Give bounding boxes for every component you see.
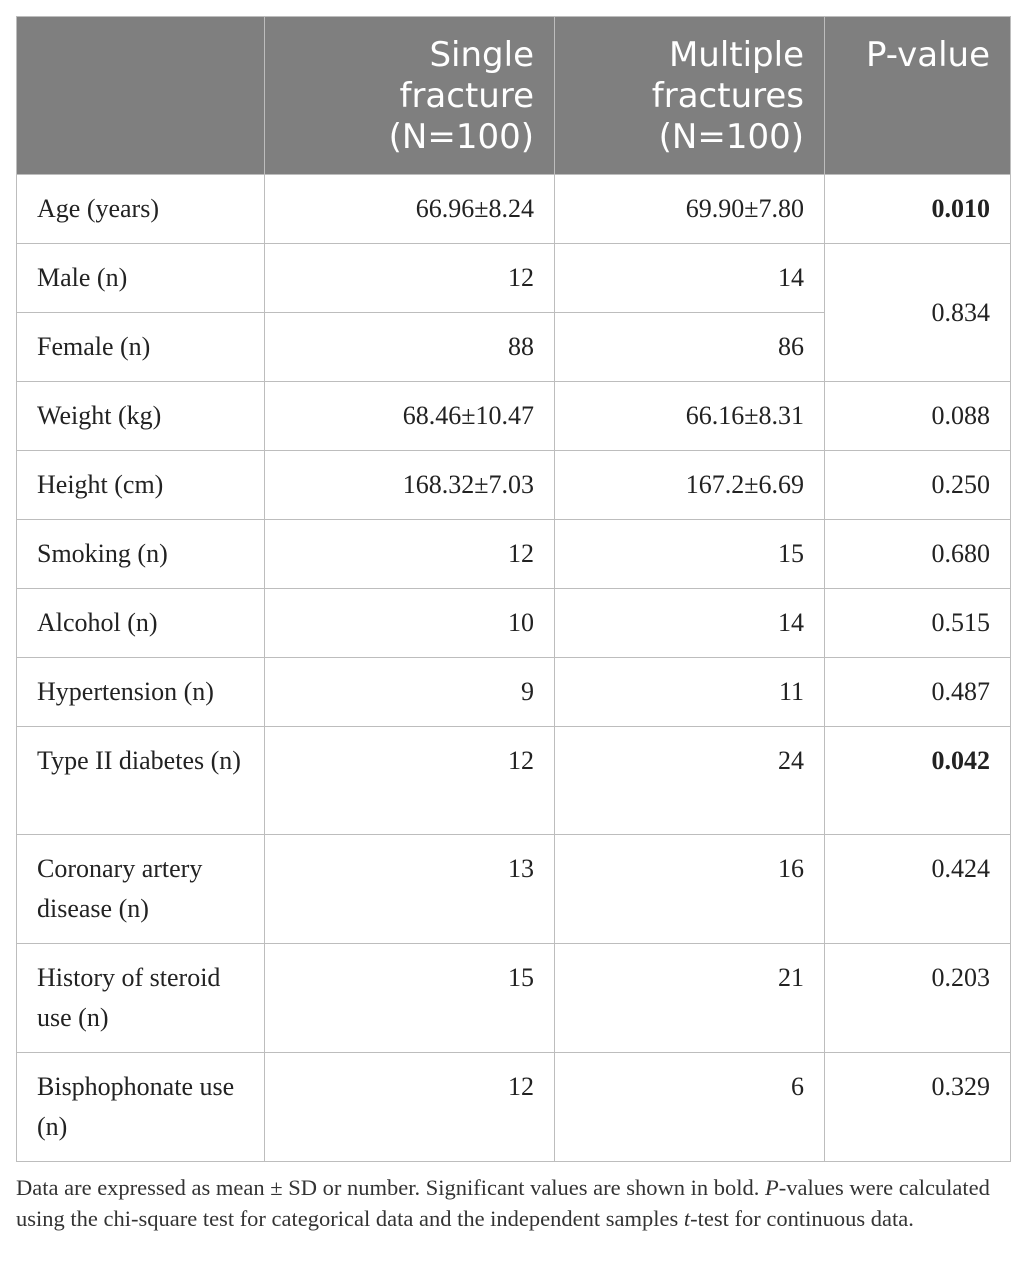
p-value: 0.329	[825, 1053, 1011, 1162]
header-multiple-fractures: Multiple fractures (N=100)	[555, 17, 825, 175]
single-value: 12	[265, 520, 555, 589]
table-row	[17, 589, 1011, 658]
multiple-value: 6	[555, 1053, 825, 1162]
row-label: Hypertension (n)	[17, 658, 265, 727]
multiple-value: 66.16±8.31	[555, 382, 825, 451]
row-label: Weight (kg)	[17, 382, 265, 451]
multiple-value: 14	[555, 589, 825, 658]
table-row	[17, 451, 1011, 520]
header-blank	[17, 17, 265, 175]
table-row	[17, 944, 1011, 1053]
p-value: 0.203	[825, 944, 1011, 1053]
table-footnote	[16, 1172, 1010, 1234]
multiple-value: 14	[555, 244, 825, 313]
p-value: 0.834	[825, 244, 1011, 382]
single-value: 168.32±7.03	[265, 451, 555, 520]
table-row	[17, 520, 1011, 589]
header-p-value: P-value	[825, 17, 1011, 175]
footnote-t-italic: t	[683, 1206, 691, 1231]
header-single-fracture: Single fracture (N=100)	[265, 17, 555, 175]
multiple-value: 15	[555, 520, 825, 589]
row-label: Male (n)	[17, 244, 265, 313]
single-value: 13	[265, 835, 555, 944]
single-value: 66.96±8.24	[265, 175, 555, 244]
p-value: 0.042	[825, 727, 1011, 835]
row-label: Age (years)	[17, 175, 265, 244]
table-row	[17, 658, 1011, 727]
multiple-value: 167.2±6.69	[555, 451, 825, 520]
row-label: Coronary artery disease (n)	[17, 835, 265, 944]
footnote-text-2: -values were calculated using the chi-square test for categorical data and the independent samples	[16, 1175, 990, 1231]
header-row	[17, 17, 1011, 175]
single-value: 9	[265, 658, 555, 727]
table-row	[17, 727, 1011, 835]
table-container	[16, 16, 1010, 1234]
data-table	[16, 16, 1011, 1162]
row-label: Alcohol (n)	[17, 589, 265, 658]
p-value: 0.250	[825, 451, 1011, 520]
p-value: 0.487	[825, 658, 1011, 727]
row-label: History of steroid use (n)	[17, 944, 265, 1053]
row-label: Type II diabetes (n)	[17, 727, 265, 835]
p-value: 0.010	[825, 175, 1011, 244]
multiple-value: 69.90±7.80	[555, 175, 825, 244]
table-row	[17, 382, 1011, 451]
single-value: 88	[265, 313, 555, 382]
p-value: 0.088	[825, 382, 1011, 451]
p-value: 0.515	[825, 589, 1011, 658]
table-row	[17, 1053, 1011, 1162]
footnote-text-1: Data are expressed as mean ± SD or number. Significant values are shown in bold.	[16, 1175, 766, 1200]
table-row	[17, 835, 1011, 944]
footnote-text-3: -test for continuous data.	[690, 1206, 914, 1231]
multiple-value: 86	[555, 313, 825, 382]
multiple-value: 21	[555, 944, 825, 1053]
row-label: Smoking (n)	[17, 520, 265, 589]
footnote-p-italic: P	[765, 1175, 779, 1200]
row-label: Height (cm)	[17, 451, 265, 520]
multiple-value: 16	[555, 835, 825, 944]
table-row	[17, 175, 1011, 244]
multiple-value: 11	[555, 658, 825, 727]
p-value: 0.424	[825, 835, 1011, 944]
single-value: 12	[265, 1053, 555, 1162]
single-value: 10	[265, 589, 555, 658]
p-value: 0.680	[825, 520, 1011, 589]
single-value: 68.46±10.47	[265, 382, 555, 451]
multiple-value: 24	[555, 727, 825, 835]
row-label: Female (n)	[17, 313, 265, 382]
single-value: 12	[265, 727, 555, 835]
row-label: Bisphophonate use (n)	[17, 1053, 265, 1162]
single-value: 12	[265, 244, 555, 313]
single-value: 15	[265, 944, 555, 1053]
table-row	[17, 244, 1011, 313]
